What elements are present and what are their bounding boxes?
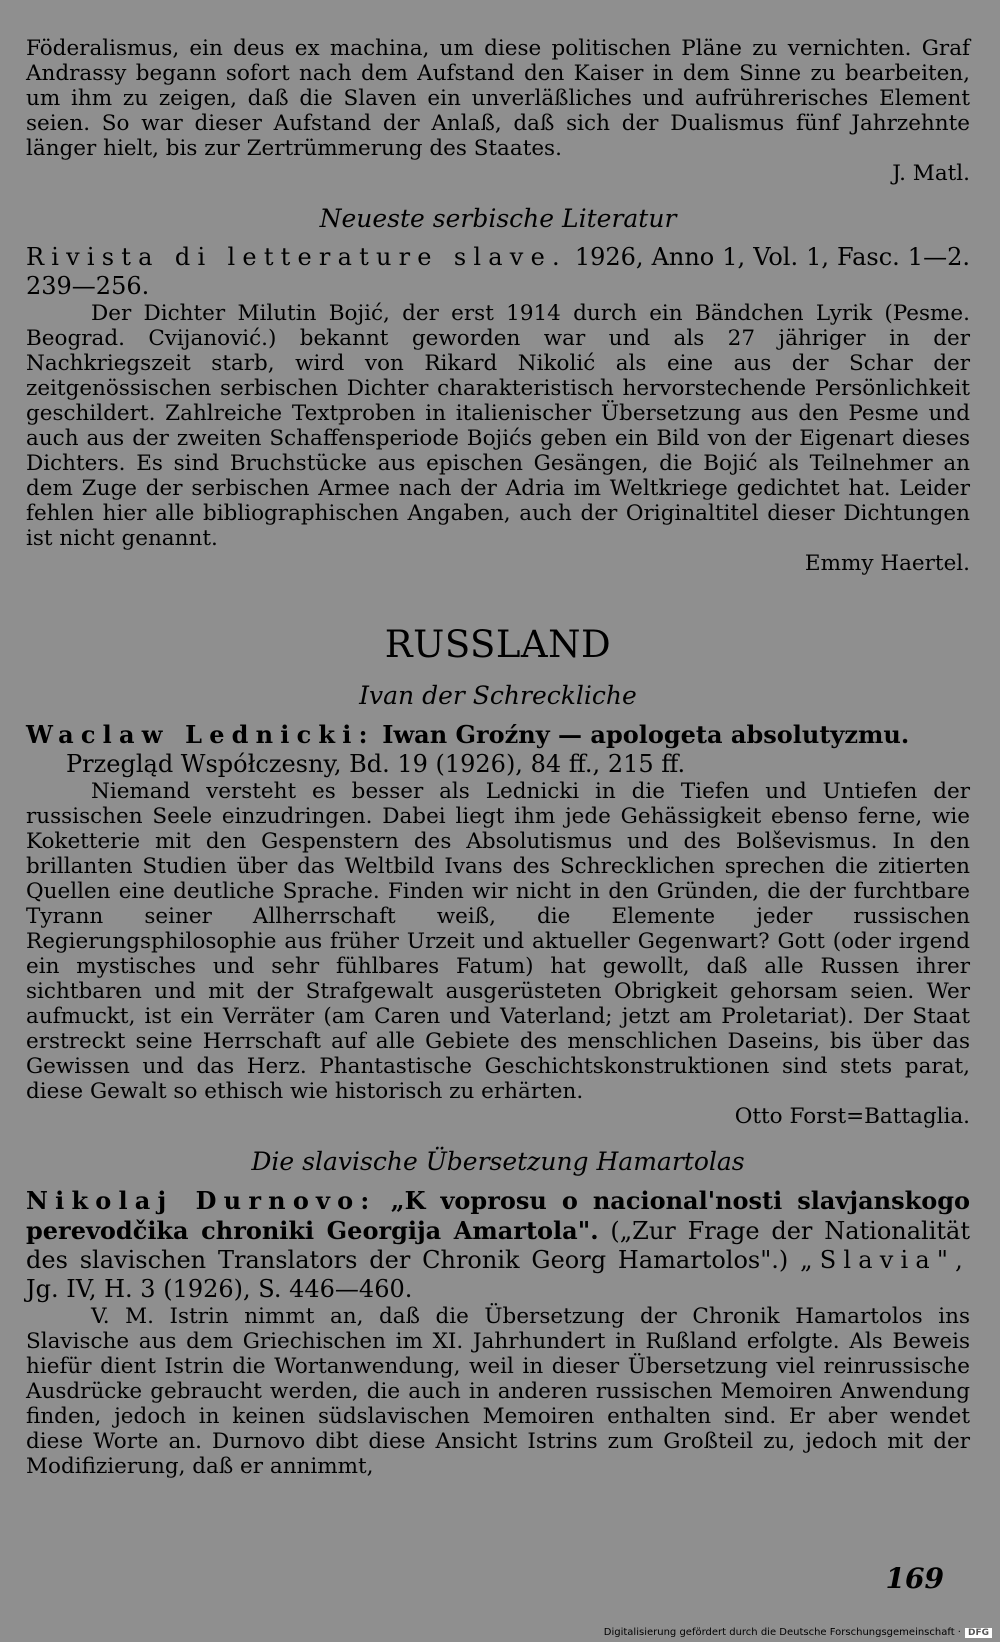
citation-author: Nikolaj Durnovo: (26, 1186, 377, 1215)
section-heading: Die slavische Übersetzung Hamartolas (251, 1147, 745, 1176)
citation (26, 1186, 970, 1304)
citation (26, 243, 970, 301)
paragraph: Föderalismus, ein deus ex machina, um diese politischen Pläne zu vernichten. Graf Andrassy begann sofort nach dem Aufstand den Kaiser in dem Sinne zu bearbeiten, um ihm zu zeigen, daß die Slaven ein unverläßliches und aufrührerisches Element seien. So war dieser Aufstand der Anlaß, daß sich der Dualismus fünf Jahrzehnte länger hielt, bis zur Zertrümmerung des Staates. (26, 36, 970, 161)
signature: Otto Forst=Battaglia. (734, 1104, 970, 1129)
paragraph: Niemand versteht es besser als Lednicki in die Tiefen und Untiefen der russischen Seele einzudringen. Dabei liegt ihm jede Gehässigkeit ebenso ferne, wie Koketterie mit den Gespenstern des Absolutismus und des Bolševismus. In den brillanten Studien über das Weltbild Ivans des Schrecklichen sprechen die zitierten Quellen eine deutliche Sprache. Finden wir nicht in den Gründen, die der furchtbare Tyrann seiner Allherrschaft weiß, die Elemente jeder russischen Regierungsphilosophie aus früher Urzeit und aktueller Gegenwart? Gott (oder irgend ein mystisches und sehr fühlbares Fatum) hat gewollt, daß alle Russen ihrer sichtbaren und mit der Strafgewalt ausgerüsteten Obrigkeit gehorsam seien. Wer aufmuckt, ist ein Verräter (am Caren und Vaterland; jetzt am Proletariat). Der Staat erstreckt seine Herrschaft auf alle Gebiete des menschlichen Daseins, bis über das Gewissen und das Herz. Phantastische Geschichtskonstruktionen sind stets parat, diese Gewalt so ethisch wie historisch zu erhärten. (26, 779, 970, 1104)
section-heading: Neueste serbische Literatur (319, 204, 677, 233)
country-heading: RUSSLAND (384, 623, 612, 666)
citation-details: Jg. IV, H. 3 (1926), S. 446—460. (26, 1275, 413, 1303)
footer-text: Digitalisierung gefördert durch die Deutsche Forschungsgemeinschaft · (603, 1627, 961, 1638)
citation (26, 720, 970, 779)
dfg-logo: DFG (965, 1628, 992, 1638)
paragraph: Der Dichter Milutin Bojić, der erst 1914 durch ein Bändchen Lyrik (Pesme. Beograd. Cvijanović.) bekannt geworden war und als 27 jähriger in der Nachkriegszeit starb, wird von Rikard Nikolić als eine aus der Schar der zeitgenössischen serbischen Dichter charakteristisch hervorstechende Persönlichkeit geschildert. Zahlreiche Textproben in italienischer Übersetzung aus den Pesme und auch aus der zweiten Schaffensperiode Bojićs geben ein Bild von der Eigenart dieses Dichters. Es sind Bruchstücke aus epischen Gesängen, die Bojić als Teilnehmer an dem Zuge der serbischen Armee nach der Adria im Weltkriege gedichtet hat. Leider fehlen hier alle bibliographischen Angaben, auch der Originaltitel dieser Dichtungen ist nicht genannt. (26, 301, 970, 551)
citation-title: Iwan Groźny — apologeta absolutyzmu. (382, 720, 910, 749)
citation-source: Przegląd Współczesny, Bd. 19 (1926), 84 ff., 215 ff. (66, 750, 686, 778)
section-heading: Ivan der Schreckliche (359, 681, 637, 710)
signature: J. Matl. (892, 161, 970, 186)
citation-details: 1926, Anno 1, Vol. 1, Fasc. 1—2. 239—256. (26, 243, 970, 300)
page-content (26, 36, 970, 1479)
citation-author: Waclaw Lednicki: (26, 720, 375, 749)
citation-title: „K voprosu o nacional'nosti slavjanskogo perevodčika chroniki Georgija Amartola". (26, 1186, 971, 1245)
signature: Emmy Haertel. (804, 551, 970, 576)
citation-journal: „Slavia", (800, 1246, 970, 1274)
citation-title: Rivista di letterature slave. (26, 243, 567, 271)
page-number: 169 (885, 1562, 944, 1595)
footer (604, 1627, 992, 1638)
citation-translation: („Zur Frage der Nationalität des slavischen Translators der Chronik Georg Hamartolos".) (26, 1217, 970, 1274)
paragraph: V. M. Istrin nimmt an, daß die Übersetzung der Chronik Hamartolos ins Slavische aus dem Griechischen im XI. Jahrhundert in Rußland erfolgte. Als Beweis hiefür dient Istrin die Wortanwendung, weil in dieser Übersetzung viel reinrussische Ausdrücke gebraucht werden, die auch in anderen russischen Memoiren Anwendung finden, jedoch in keinen südslavischen Memoiren enthalten sind. Er aber wendet diese Worte an. Durnovo dibt diese Ansicht Istrins zum Großteil zu, jedoch mit der Modifizierung, daß er annimmt, (26, 1304, 970, 1479)
